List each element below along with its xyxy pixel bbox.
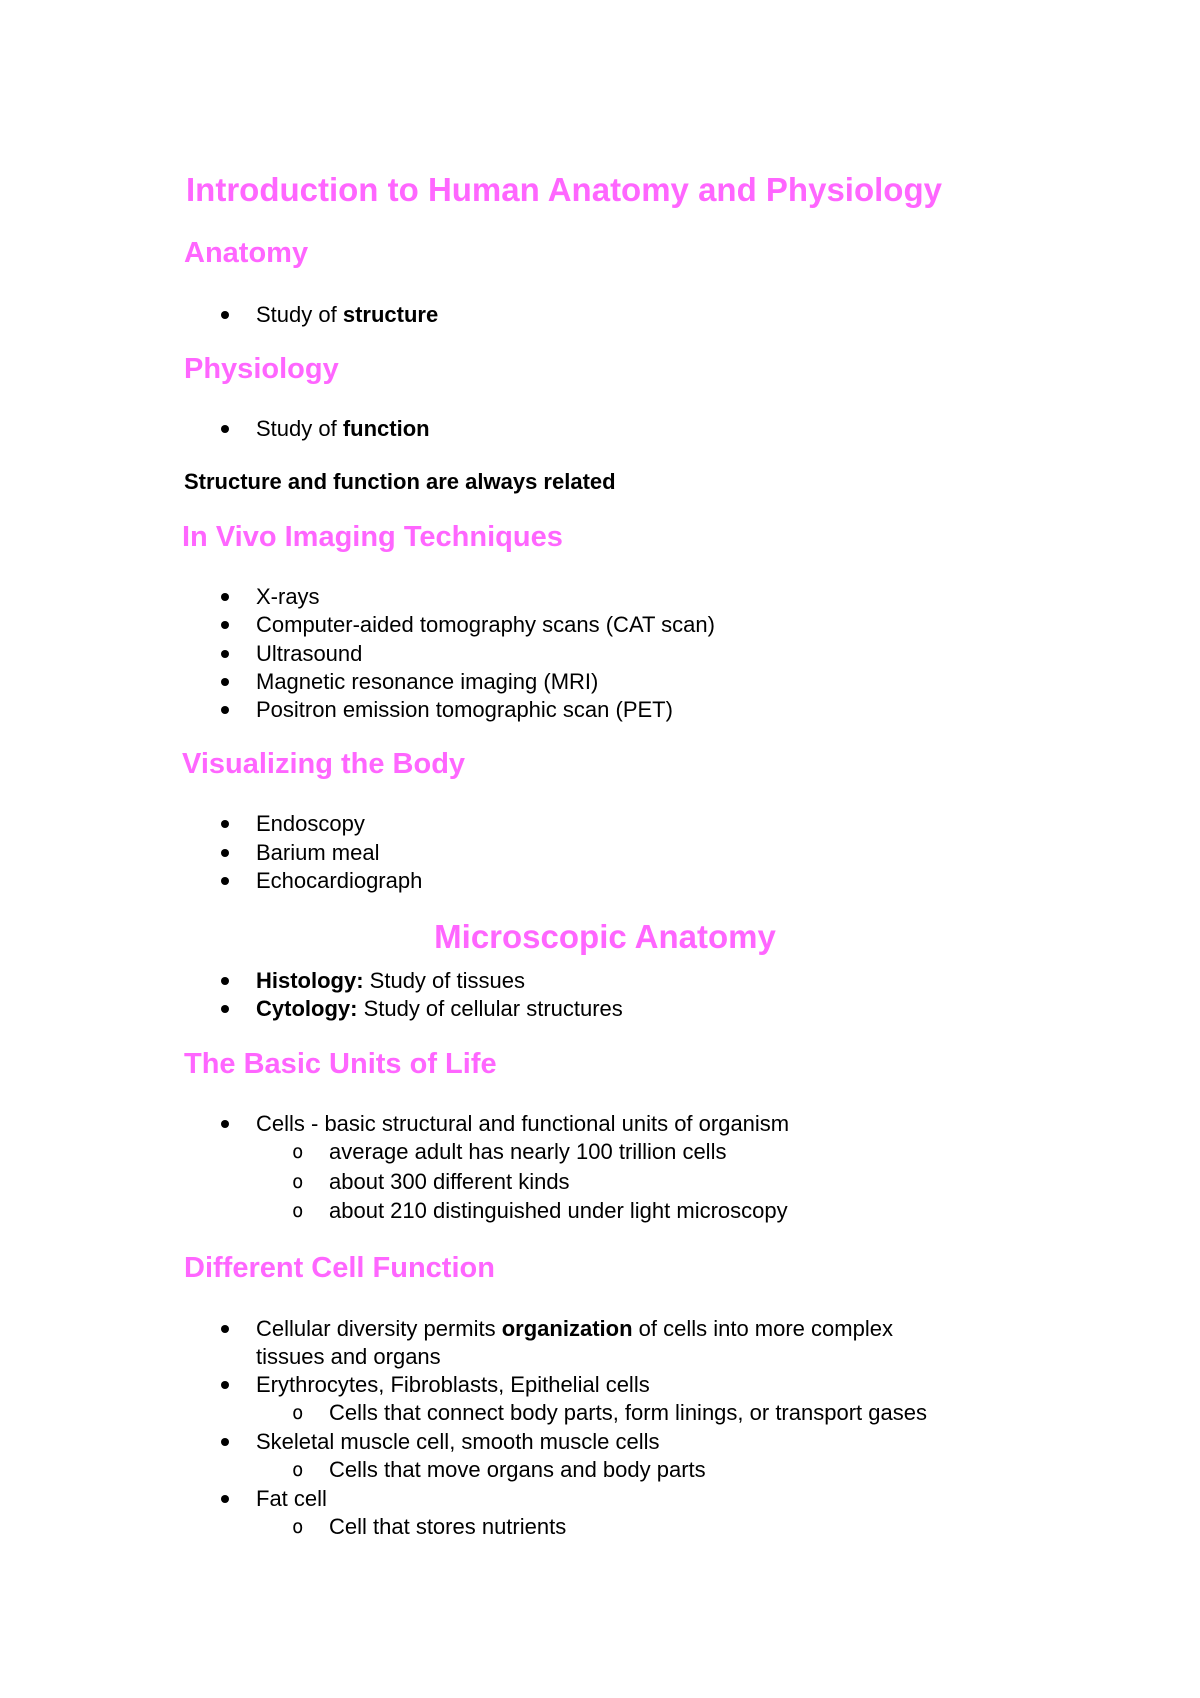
bullet (221, 977, 229, 985)
list-item: Ultrasound (256, 641, 363, 666)
visualizing-heading: Visualizing the Body (182, 748, 466, 780)
list-item: Barium meal (256, 840, 380, 865)
physiology-item-bold: function (342, 416, 430, 441)
bullet (221, 877, 229, 885)
term: Histology: (256, 968, 364, 993)
item-text: Cellular diversity permits (256, 1316, 502, 1341)
list-item (256, 968, 525, 994)
physiology-item (256, 416, 430, 442)
item-bold: organization (501, 1316, 633, 1341)
bullet (221, 1495, 229, 1503)
term-description: Study of cellular structures (357, 996, 623, 1021)
sub-bullet: o (292, 1402, 304, 1424)
bullet (221, 425, 229, 433)
list-item: Cells - basic structural and functional units of organism (256, 1111, 790, 1136)
bullet (221, 678, 229, 686)
anatomy-item (256, 302, 438, 328)
bullet (221, 1325, 229, 1333)
relation-note: Structure and function are always related (184, 469, 616, 494)
sub-bullet: o (292, 1200, 304, 1222)
sub-list-item: Cells that move organs and body parts (329, 1457, 706, 1482)
physiology-heading: Physiology (184, 353, 339, 385)
list-item: Echocardiograph (256, 868, 423, 893)
page-title: Introduction to Human Anatomy and Physiology (186, 171, 942, 208)
bullet (221, 820, 229, 828)
sub-list-item: average adult has nearly 100 trillion cells (329, 1139, 727, 1164)
list-item: Positron emission tomographic scan (PET) (256, 697, 673, 722)
sub-bullet: o (292, 1516, 304, 1538)
anatomy-item-text: Study of (256, 302, 343, 327)
list-item: Skeletal muscle cell, smooth muscle cells (256, 1429, 660, 1454)
list-item: Endoscopy (256, 811, 365, 836)
term: Cytology: (256, 996, 358, 1021)
cell-function-heading: Different Cell Function (184, 1252, 495, 1284)
bullet (221, 1381, 229, 1389)
list-item: Fat cell (256, 1486, 327, 1511)
list-item: X-rays (256, 584, 320, 609)
list-item-continuation: tissues and organs (256, 1344, 441, 1369)
sub-list-item: Cells that connect body parts, form linings, or transport gases (329, 1400, 927, 1425)
anatomy-item-bold: structure (342, 302, 439, 327)
list-item: Computer-aided tomography scans (CAT scan) (256, 612, 715, 637)
bullet (221, 1005, 229, 1013)
bullet (221, 593, 229, 601)
item-text: of cells into more complex (632, 1316, 893, 1341)
sub-list-item: about 210 distinguished under light microscopy (329, 1198, 788, 1223)
list-item (256, 1316, 893, 1342)
microscopic-heading: Microscopic Anatomy (434, 918, 776, 955)
bullet (221, 849, 229, 857)
sub-list-item: about 300 different kinds (329, 1169, 570, 1194)
sub-bullet: o (292, 1171, 304, 1193)
sub-bullet: o (292, 1141, 304, 1163)
bullet (221, 706, 229, 714)
basic-units-heading: The Basic Units of Life (184, 1048, 497, 1080)
imaging-heading: In Vivo Imaging Techniques (182, 521, 563, 553)
bullet (221, 311, 229, 319)
list-item (256, 996, 623, 1022)
sub-bullet: o (292, 1459, 304, 1481)
bullet (221, 650, 229, 658)
bullet (221, 621, 229, 629)
bullet (221, 1120, 229, 1128)
physiology-item-text: Study of (256, 416, 343, 441)
list-item: Magnetic resonance imaging (MRI) (256, 669, 599, 694)
bullet (221, 1438, 229, 1446)
list-item: Erythrocytes, Fibroblasts, Epithelial cells (256, 1372, 650, 1397)
sub-list-item: Cell that stores nutrients (329, 1514, 567, 1539)
anatomy-heading: Anatomy (184, 237, 309, 269)
term-description: Study of tissues (363, 968, 525, 993)
